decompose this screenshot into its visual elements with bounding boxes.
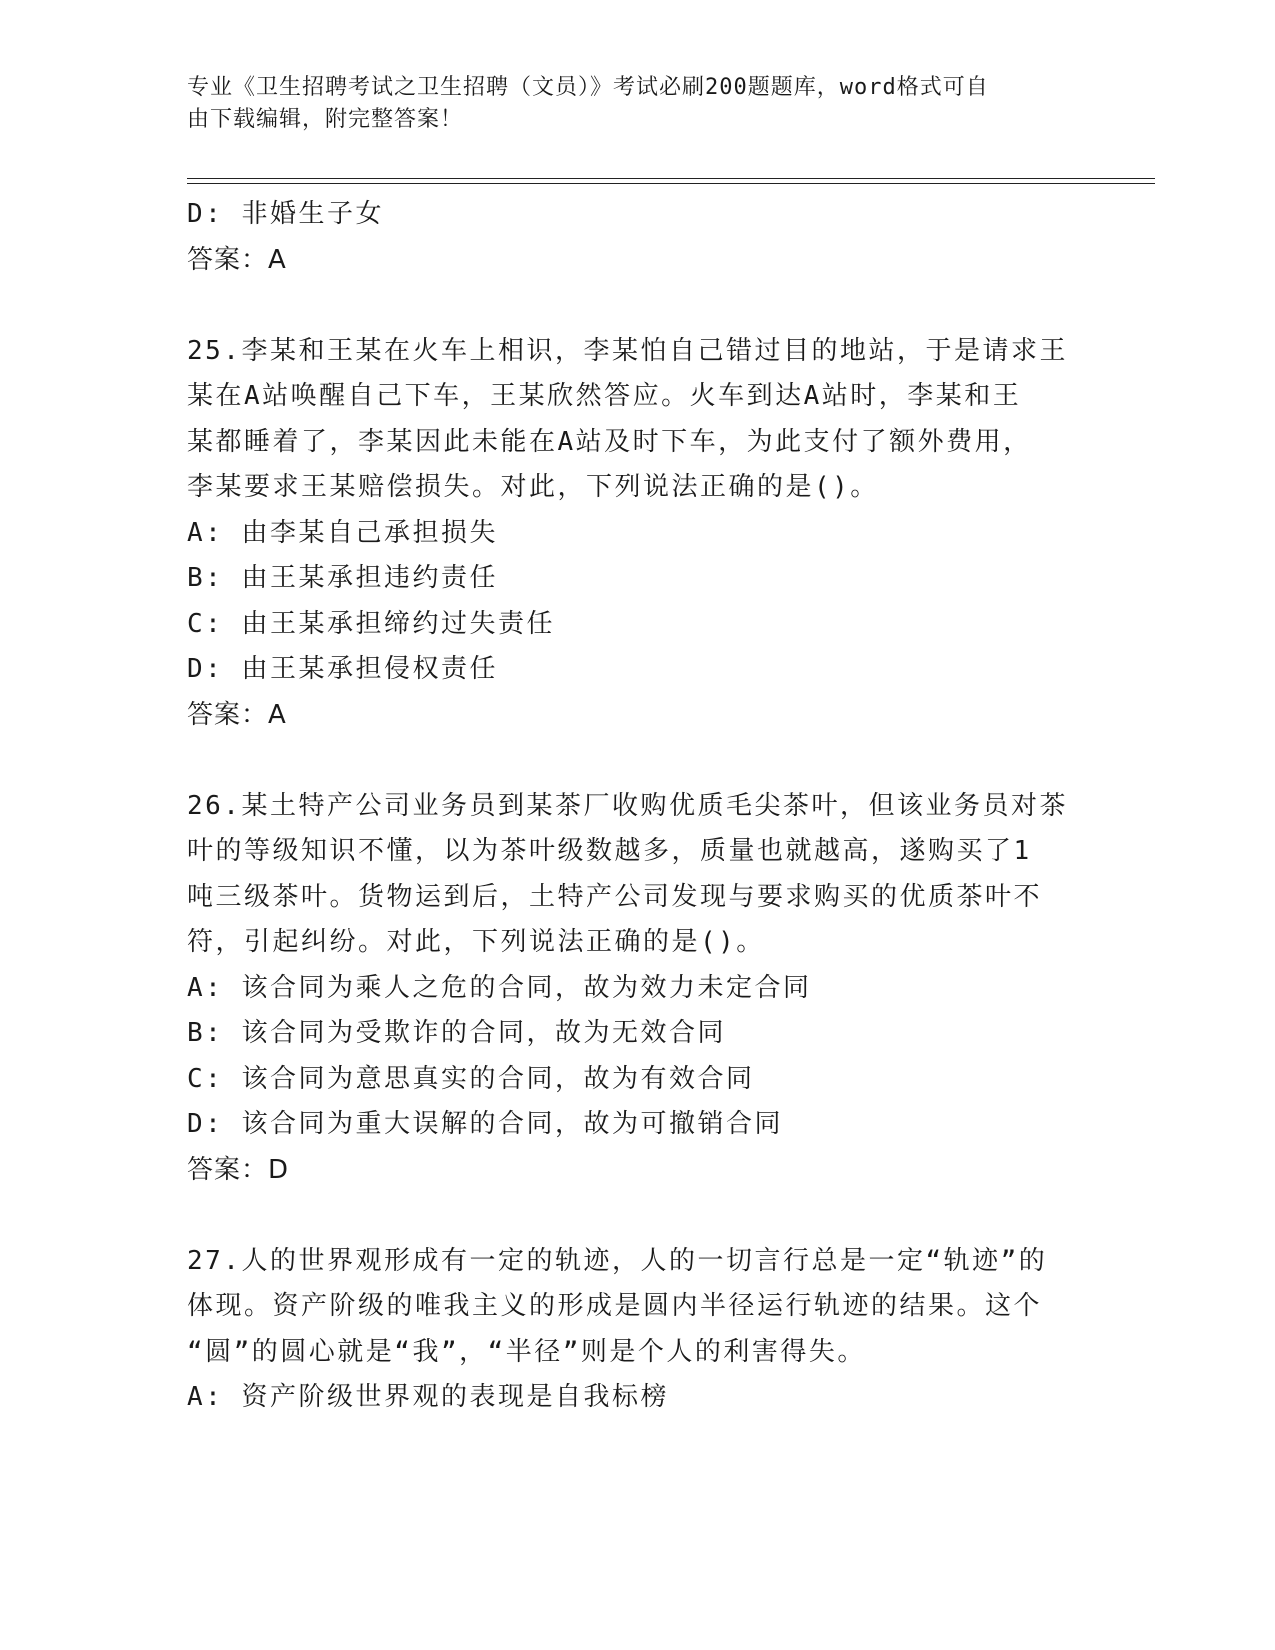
question-25-option-a: A: 由李某自己承担损失: [187, 517, 498, 548]
question-26-line-3: 吨三级茶叶。货物运到后，土特产公司发现与要求购买的优质茶叶不: [187, 881, 1043, 912]
question-27-option-a: A: 资产阶级世界观的表现是自我标榜: [187, 1382, 669, 1412]
question-27-line-2: 体现。资产阶级的唯我主义的形成是圆内半径运行轨迹的结果。这个: [187, 1291, 1043, 1321]
question-25-answer: 答案：A: [187, 699, 287, 730]
prev-option-d: D: 非婚生子女: [187, 199, 384, 229]
header-line-1: 专业《卫生招聘考试之卫生招聘（文员）》考试必刷200题题库，word格式可自: [187, 75, 989, 100]
spacer: [187, 1193, 1087, 1239]
header-rule-top: [187, 178, 1155, 179]
question-27-line-3: “圆”的圆心就是“我”，“半径”则是个人的利害得失。: [187, 1336, 866, 1367]
question-26-line-2: 叶的等级知识不懂，以为茶叶级数越多，质量也就越高，遂购买了1: [187, 836, 1032, 866]
question-25-option-b: B: 由王某承担违约责任: [187, 563, 498, 593]
spacer: [187, 738, 1087, 784]
document-header: [187, 72, 1087, 136]
question-25-line-3: 某都睡着了，李某因此未能在A站及时下车，为此支付了额外费用，: [187, 426, 1032, 457]
document-body: [187, 192, 1087, 1421]
question-27-line-1: 27.人的世界观形成有一定的轨迹，人的一切言行总是一定“轨迹”的: [187, 1245, 1048, 1276]
header-rule-bottom: [187, 183, 1155, 184]
question-26-answer: 答案：D: [187, 1154, 290, 1185]
header-line-2: 由下载编辑，附完整答案！: [187, 107, 464, 132]
question-25-option-d: D: 由王某承担侵权责任: [187, 654, 498, 684]
question-26: [187, 784, 1087, 1194]
question-26-option-a: A: 该合同为乘人之危的合同，故为效力未定合同: [187, 972, 812, 1003]
question-26-option-b: B: 该合同为受欺诈的合同，故为无效合同: [187, 1018, 726, 1048]
question-25-line-4: 李某要求王某赔偿损失。对此，下列说法正确的是()。: [187, 472, 879, 502]
question-25-line-2: 某在A站唤醒自己下车，王某欣然答应。火车到达A站时，李某和王: [187, 381, 1022, 411]
question-25-option-c: C: 由王某承担缔约过失责任: [187, 608, 555, 639]
question-26-line-1: 26.某土特产公司业务员到某茶厂收购优质毛尖茶叶，但该业务员对茶: [187, 790, 1068, 821]
question-26-option-d: D: 该合同为重大误解的合同，故为可撤销合同: [187, 1109, 783, 1139]
question-25-line-1: 25.李某和王某在火车上相识，李某怕自己错过目的地站，于是请求王: [187, 335, 1068, 366]
prev-answer: 答案：A: [187, 244, 287, 275]
question-26-option-c: C: 该合同为意思真实的合同，故为有效合同: [187, 1063, 755, 1094]
question-25: [187, 329, 1087, 739]
question-26-line-4: 符，引起纠纷。对此，下列说法正确的是()。: [187, 927, 765, 957]
spacer: [187, 283, 1087, 329]
question-27: [187, 1239, 1087, 1421]
